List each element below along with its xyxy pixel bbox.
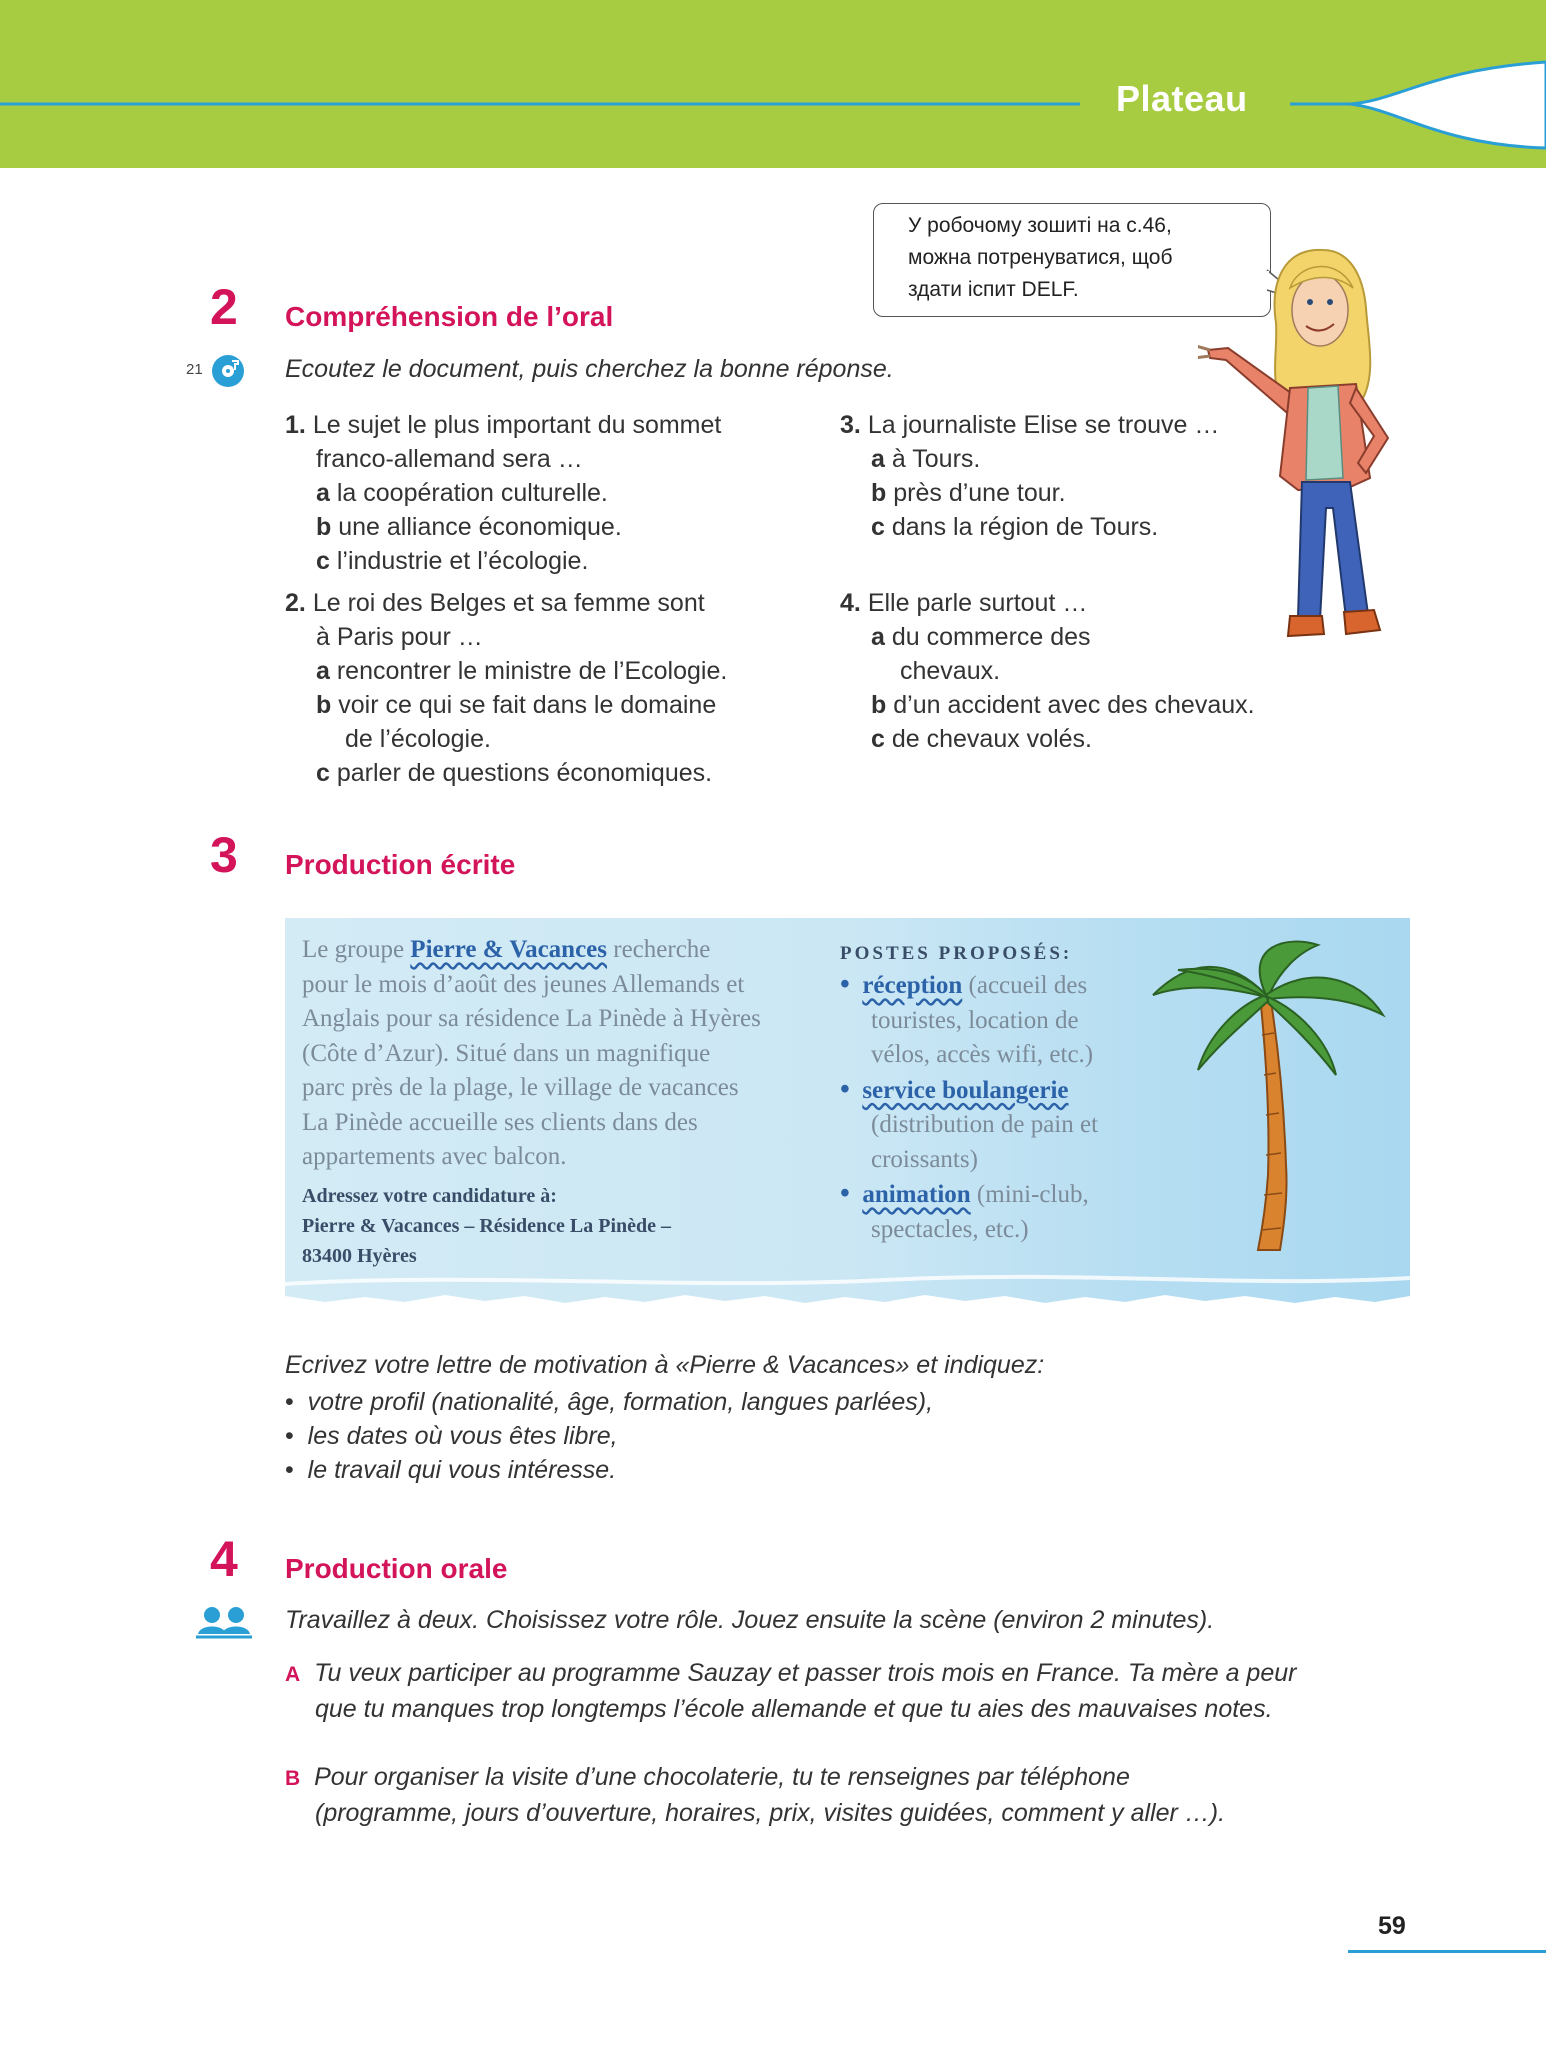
ad-line: (Côte d’Azur). Situé dans un magnifique xyxy=(302,1039,711,1067)
option-text: dans la région de Tours. xyxy=(891,513,1159,541)
option-letter: b xyxy=(316,691,332,719)
bubble-line: здати іспит DELF. xyxy=(908,278,1079,301)
job-ad-address xyxy=(302,1181,842,1271)
question-text: La journaliste Elise se trouve … xyxy=(867,411,1220,439)
option-letter: c xyxy=(871,725,885,753)
option-text: de chevaux volés. xyxy=(891,725,1092,753)
question-number: 3. xyxy=(840,411,861,439)
ad-line: appartements avec balcon. xyxy=(302,1143,567,1170)
bullet-icon: • xyxy=(840,1178,850,1209)
address-line: 83400 Hyères xyxy=(302,1245,417,1267)
ad-line: Anglais pour sa résidence La Pinède à Hyères xyxy=(302,1005,761,1032)
role-text: Pour organiser la visite d’une chocolaterie, tu te renseignes par téléphone xyxy=(314,1763,1130,1791)
ad-brand-name: Pierre & Vacances xyxy=(410,936,608,963)
page-title: Plateau xyxy=(1116,78,1248,119)
section-title: Production écrite xyxy=(285,849,516,880)
ad-line: La Pinède accueille ses clients dans des xyxy=(302,1108,698,1136)
bubble-line: У робочому зошиті на с.46, xyxy=(908,214,1172,237)
answer-option xyxy=(840,722,1320,756)
ad-postes-list xyxy=(840,968,1160,1247)
role-b xyxy=(285,1760,1225,1830)
list-item-text: votre profil (nationalité, âge, formation, langues parlées), xyxy=(307,1388,934,1416)
question-number: 4. xyxy=(840,589,861,617)
poste-item xyxy=(840,968,1160,1073)
answer-option xyxy=(840,688,1320,722)
section-number: 3 xyxy=(210,827,238,883)
poste-detail: (mini-club, xyxy=(976,1181,1089,1208)
palm-tree-illustration xyxy=(1148,935,1388,1255)
option-text: d’un accident avec des chevaux. xyxy=(893,691,1255,719)
option-letter: b xyxy=(871,691,887,719)
section-title: Compréhension de l’oral xyxy=(285,301,614,332)
question-text: à Paris pour … xyxy=(316,623,483,651)
option-letter: c xyxy=(316,759,330,787)
option-letter: a xyxy=(871,445,885,473)
option-letter: c xyxy=(316,547,330,575)
poste-detail: vélos, accès wifi, etc.) xyxy=(871,1041,1094,1068)
role-text: que tu manques trop longtemps l’école allemande et que tu aies des mauvaises notes. xyxy=(315,1695,1273,1723)
ad-intro-start: Le groupe xyxy=(302,936,405,963)
poste-name: animation xyxy=(862,1181,971,1208)
list-item xyxy=(285,1385,933,1419)
job-ad-description xyxy=(302,933,842,1175)
poste-item xyxy=(840,1073,1160,1178)
option-letter: a xyxy=(871,623,885,651)
answer-option xyxy=(840,510,1300,544)
list-item-text: le travail qui vous intéresse. xyxy=(307,1456,617,1484)
bullet-icon: • xyxy=(285,1422,294,1450)
pair-work-icon xyxy=(196,1604,252,1640)
section-title: Production orale xyxy=(285,1553,508,1584)
exercise-instruction: Travaillez à deux. Choisissez votre rôle. Jouez ensuite la scène (environ 2 minutes). xyxy=(285,1606,1215,1634)
question-text: Le roi des Belges et sa femme sont xyxy=(312,589,705,617)
option-text: près d’une tour. xyxy=(893,479,1066,507)
question-text: franco-allemand sera … xyxy=(316,445,583,473)
answer-option xyxy=(285,476,845,510)
option-text-continued: chevaux. xyxy=(900,657,1001,685)
question-text: Elle parle surtout … xyxy=(867,589,1088,617)
question-number: 2. xyxy=(285,589,306,617)
bullet-icon: • xyxy=(840,969,850,1000)
poste-detail: spectacles, etc.) xyxy=(871,1215,1029,1243)
question-1 xyxy=(285,408,845,578)
option-letter: a xyxy=(316,657,330,685)
role-a xyxy=(285,1656,1296,1726)
section-number: 4 xyxy=(210,1531,238,1587)
bullet-icon: • xyxy=(285,1456,294,1484)
writing-bullet-list xyxy=(285,1385,933,1487)
speech-bubble-text xyxy=(908,210,1248,306)
bullet-icon: • xyxy=(285,1388,294,1416)
option-text: l’industrie et l’écologie. xyxy=(336,547,589,575)
option-text: du commerce des xyxy=(891,623,1091,651)
exercise-instruction: Ecoutez le document, puis cherchez la bonne réponse. xyxy=(285,355,894,383)
role-letter: A xyxy=(285,1663,301,1686)
ad-line: pour le mois d’août des jeunes Allemands et xyxy=(302,970,745,998)
option-text: une alliance économique. xyxy=(338,513,622,541)
exercise-instruction: Ecrivez votre lettre de motivation à «Pierre & Vacances» et indiquez: xyxy=(285,1351,1045,1379)
poste-detail: touristes, location de xyxy=(871,1006,1079,1034)
answer-option xyxy=(840,620,1320,654)
answer-option xyxy=(840,442,1300,476)
option-letter: c xyxy=(871,513,885,541)
header-wave-decoration xyxy=(0,0,1546,168)
poste-item xyxy=(840,1177,1160,1247)
poste-detail: croissants) xyxy=(871,1145,978,1173)
option-letter: b xyxy=(316,513,332,541)
option-text: rencontrer le ministre de l’Ecologie. xyxy=(336,657,728,685)
question-text: Le sujet le plus important du sommet xyxy=(312,411,722,439)
address-line: Adressez votre candidature à: xyxy=(302,1185,557,1207)
bullet-icon: • xyxy=(840,1073,850,1105)
ad-intro-end: recherche xyxy=(613,936,711,963)
question-4 xyxy=(840,586,1320,756)
poste-detail: (accueil des xyxy=(968,972,1088,999)
option-text: à Tours. xyxy=(891,445,981,473)
poste-name: réception xyxy=(862,972,963,999)
answer-option xyxy=(285,510,845,544)
footer-rule xyxy=(1348,1950,1546,1953)
address-line: Pierre & Vacances – Résidence La Pinède – xyxy=(302,1215,672,1237)
audio-track-number: 21 xyxy=(186,361,203,378)
option-text-continued: de l’écologie. xyxy=(345,725,491,753)
question-2 xyxy=(285,586,845,790)
answer-option xyxy=(285,544,845,578)
option-letter: a xyxy=(316,479,330,507)
role-text: Tu veux participer au programme Sauzay et passer trois mois en France. Ta mère a peur xyxy=(314,1659,1297,1687)
poste-name: service boulangerie xyxy=(862,1076,1069,1104)
option-text: la coopération culturelle. xyxy=(336,479,608,507)
list-item-text: les dates où vous êtes libre, xyxy=(307,1422,618,1450)
list-item xyxy=(285,1453,933,1487)
option-text: parler de questions économiques. xyxy=(336,759,713,787)
role-text: (programme, jours d’ouverture, horaires, prix, visites guidées, comment y aller …). xyxy=(315,1799,1226,1827)
audio-cd-icon[interactable] xyxy=(211,354,245,388)
poste-detail: (distribution de pain et xyxy=(871,1111,1099,1138)
option-letter: b xyxy=(871,479,887,507)
question-3 xyxy=(840,408,1300,544)
page-number: 59 xyxy=(1378,1912,1406,1940)
answer-option xyxy=(285,756,845,790)
ad-line: parc près de la plage, le village de vacances xyxy=(302,1074,739,1101)
bubble-line: можна потренуватися, щоб xyxy=(908,246,1173,269)
section-number: 2 xyxy=(210,279,238,335)
answer-option xyxy=(840,476,1300,510)
role-letter: B xyxy=(285,1767,301,1790)
ad-postes-title: POSTES PROPOSÉS: xyxy=(840,943,1073,964)
option-text: voir ce qui se fait dans le domaine xyxy=(338,691,717,719)
answer-option xyxy=(285,688,845,722)
list-item xyxy=(285,1419,933,1453)
question-number: 1. xyxy=(285,411,306,439)
answer-option xyxy=(285,654,845,688)
